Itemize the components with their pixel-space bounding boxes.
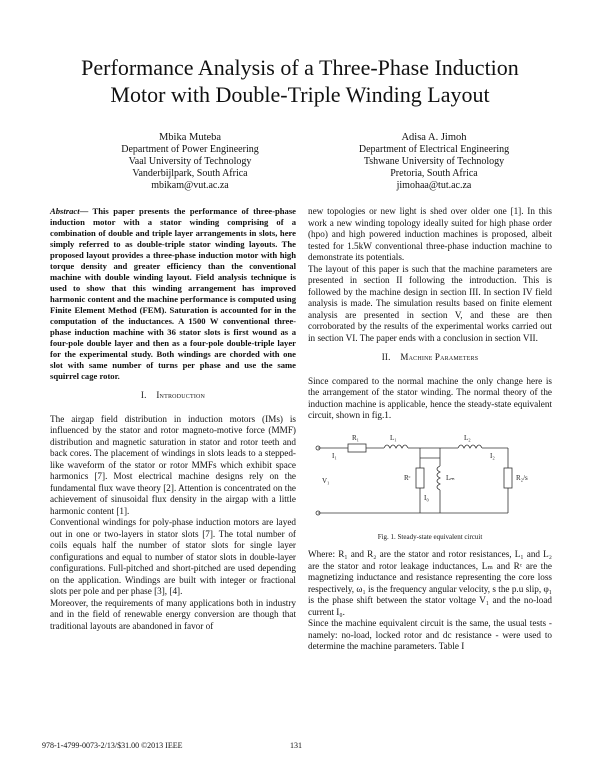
left-column xyxy=(50,206,296,632)
label-l2: L₂ xyxy=(464,433,471,442)
rotor-load-resistor xyxy=(504,468,512,488)
core-loss-resistor xyxy=(416,468,424,488)
section-title: Machine Parameters xyxy=(400,352,479,362)
author-email[interactable]: jimohaa@tut.ac.za xyxy=(396,180,472,191)
label-i2: I₂ xyxy=(490,451,495,460)
circuit-diagram xyxy=(308,428,548,528)
label-v1: V₁ xyxy=(322,476,330,485)
paper-title xyxy=(30,54,570,108)
paragraph: The layout of this paper is such that the machine parameters are presented in section II following the introduction. This is followed by the machine design in section III. In section IV field analysis is made. The simulation results based on finite element analysis are presented in section V, and these are then corroborated by the results of the experimental works carried out in section VI. The paper ends with a conclusion in section VII. xyxy=(308,263,552,343)
section-number: II. xyxy=(381,352,391,362)
author-univ: Tshwane University of Technology xyxy=(363,156,505,167)
author-place: Vanderbijlpark, South Africa xyxy=(132,168,248,179)
author-dept: Department of Electrical Engineering xyxy=(358,144,510,155)
title-line-2: Motor with Double-Triple Winding Layout xyxy=(110,82,490,107)
author-dept: Department of Power Engineering xyxy=(121,144,259,155)
paragraph: Moreover, the requirements of many applications both in industry and in the field of renewable energy conversion are though that traditional layouts are abandoned in favor of xyxy=(50,597,296,631)
label-l1: L₁ xyxy=(390,433,397,442)
paragraph: The airgap field distribution in induction motors (IMs) is influenced by the stator and rotor magneto-motive force (MMF) distribution and magnetic saturation in stator and rotor teeth and back cores. The placement of windings in slots leads to a stepped-like waveform of the stator or rotor MMFs which exhibit space harmonics [7]. Most electrical machine designs rely on the fundamental flux wave theory [2]. Attention is concentrated on the achievement of sinusoidal flux density in the airgap with a little harmonic content [1]. xyxy=(50,413,296,516)
abstract-text: — This paper presents the performance of three-phase induction motor with a stator winding comprising of a combination of double and triple layer arrangements in slots, here simply referred to as double-triple stator winding layouts. The proposed layout provides a three-phase induction motor with high torque density and greater efficiency than the conventional machine with double winding layout. Field analysis technique is used to show that this winding arrangement has improved harmonic content and the machine performance is computed using Finite Element Method (FEM). Saturation is accounted for in the computation of the inductances. A 1500 W conventional three-phase induction machine with 36 stator slots is first wound as a four-pole double layer and then as a four-pole double-triple layer for the experimental study. Both windings are chorded with one slot with same number of turns per phase and use the same squirrel cage rotor. xyxy=(50,206,296,381)
paragraph: new topologies or new light is shed over older one [1]. In this work a new winding topology ideally suited for high phase order (hpo) and high powered induction machines is proposed, albeit tested for 1.5kW conventional three-phase induction machine to demonstrate its potentials. xyxy=(308,206,552,262)
figure-equivalent-circuit xyxy=(308,428,552,528)
author-place: Pretoria, South Africa xyxy=(390,168,478,179)
author-block-2 xyxy=(314,132,554,192)
label-i0: I₀ xyxy=(424,493,429,502)
author-block-1 xyxy=(70,132,310,192)
author-name: Mbika Muteba xyxy=(158,132,222,143)
paragraph: Where: R₁ and R₂ are the stator and rotor resistances, L₁ and L₂ are the stator and rotor leakage inductances, Lₘ and Rᶜ are the magnetizing inductance and resistance representing the core loss respectively, ω₁ is the frequency angular velocity, s the p.u slip, φ₁ is the phase shift between the stator voltage V₁ and the no-load current I₀. xyxy=(308,549,552,617)
title-line-1: Performance Analysis of a Three-Phase Induction xyxy=(81,55,519,80)
stator-resistor xyxy=(348,444,366,452)
paragraph: Since compared to the normal machine the only change here is the arrangement of the stator winding. The normal theory of the induction machine is applicable, hence the steady-state equivalent circuit, shown in fig.1. xyxy=(308,375,552,420)
abstract-label: Abstract xyxy=(50,206,80,216)
footer-isbn: 978-1-4799-0073-2/13/$31.00 ©2013 IEEE xyxy=(42,741,183,750)
abstract xyxy=(50,206,296,382)
section-heading-introduction xyxy=(50,390,296,402)
figure-caption: Fig. 1. Steady-state equivalent circuit xyxy=(377,532,483,541)
page-number: 131 xyxy=(290,741,302,750)
author-name: Adisa A. Jimoh xyxy=(401,132,467,143)
label-r2s: R₂/s xyxy=(516,473,528,482)
label-rc: Rᶜ xyxy=(404,473,411,482)
author-univ: Vaal University of Technology xyxy=(128,156,252,167)
author-email[interactable]: mbikam@vut.ac.za xyxy=(151,180,229,191)
section-number: I. xyxy=(140,390,147,400)
label-i1: I₁ xyxy=(332,451,337,460)
section-title: Introduction xyxy=(156,390,206,400)
stator-inductor xyxy=(384,445,408,448)
right-column xyxy=(308,206,552,653)
paragraph: Since the machine equivalent circuit is the same, the usual tests - namely: no-load, locked rotor and dc resistance - were used to determine the machine parameters. Table I xyxy=(308,618,552,651)
paragraph: Conventional windings for poly-phase induction motors are layed out in one or two-layers in stator slots [7]. The total number of coils equals half the number of stator slots for single layer configurations and equal to number of stator slots in double-layer configurations. Full-pitched and short-pitched are used depending on the application. Windings are built with integer or fractional slots per pole and per phase [3], [4]. xyxy=(50,517,296,596)
label-lm: Lₘ xyxy=(446,473,455,482)
magnetizing-inductor xyxy=(437,466,440,490)
section-heading-machine-parameters xyxy=(308,352,552,364)
rotor-inductor xyxy=(458,445,482,448)
label-r1: R₁ xyxy=(352,433,360,442)
